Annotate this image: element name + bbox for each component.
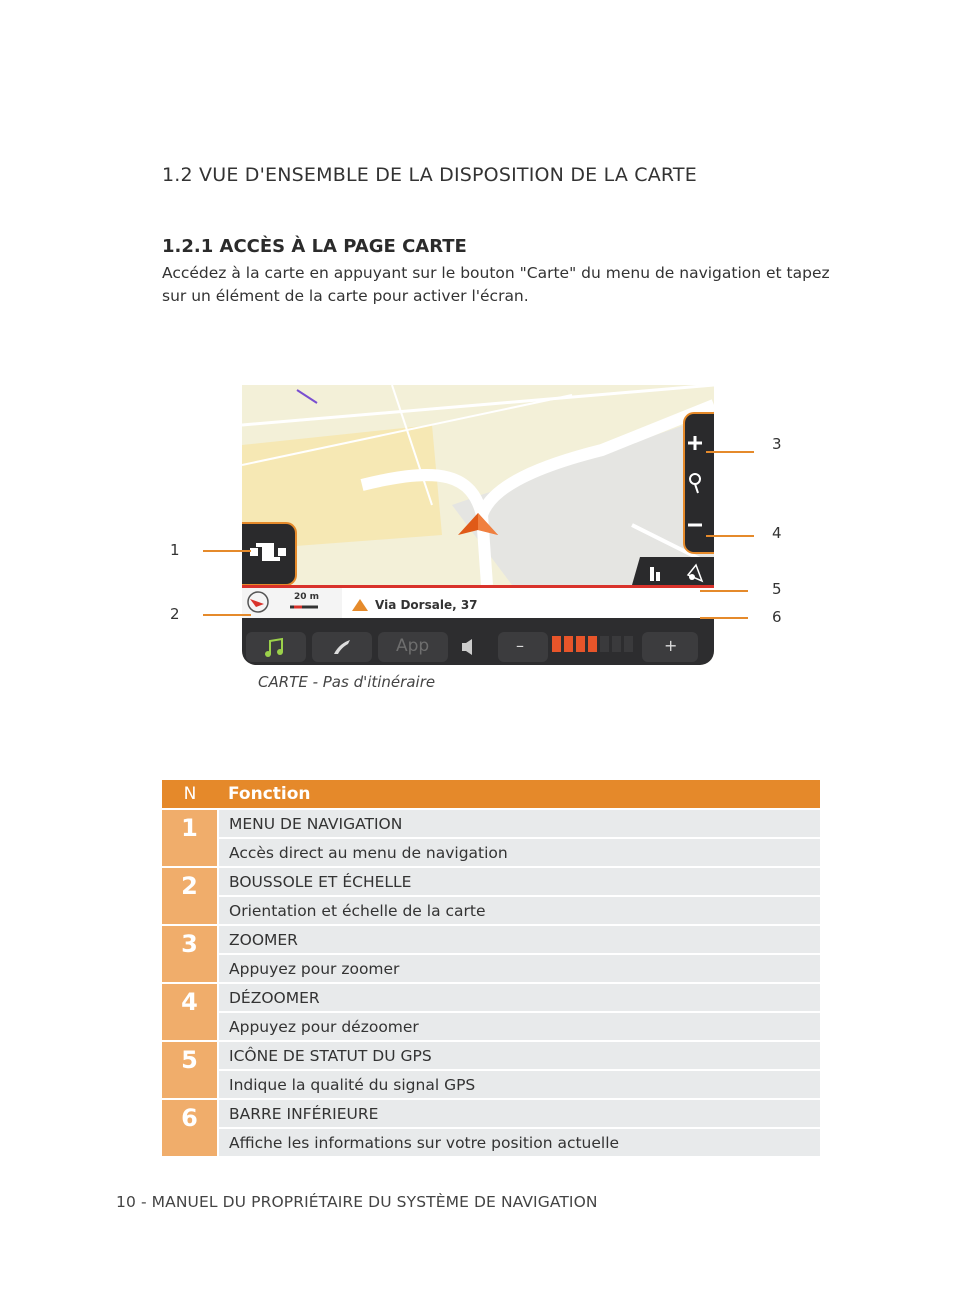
table-header (162, 780, 820, 809)
navigation-menu-button (242, 523, 296, 585)
table-row (162, 1099, 820, 1128)
row-description: Affiche les informations sur votre position actuelle (218, 1128, 820, 1156)
callout-1-line (203, 550, 251, 552)
row-description: Appuyez pour dézoomer (218, 1012, 820, 1041)
volume-segment (576, 636, 585, 652)
row-title: BARRE INFÉRIEURE (218, 1099, 820, 1128)
volume-up-button[interactable] (642, 632, 698, 662)
volume-segment (564, 636, 573, 652)
section-title: 1.2 VUE D'ENSEMBLE DE LA DISPOSITION DE LA CARTE (162, 164, 697, 186)
phone-button[interactable] (312, 632, 372, 662)
row-number: 3 (162, 925, 218, 983)
figure-caption: CARTE - Pas d'itinéraire (258, 673, 436, 691)
volume-down-button[interactable] (498, 632, 548, 662)
table-row (162, 925, 820, 954)
row-title: BOUSSOLE ET ÉCHELLE (218, 867, 820, 896)
zoom-panel (684, 413, 714, 553)
row-description: Appuyez pour zoomer (218, 954, 820, 983)
header-n: N (162, 780, 218, 809)
table-row (162, 896, 820, 925)
volume-up-label: + (664, 636, 678, 655)
volume-segment (588, 636, 597, 652)
music-button[interactable] (246, 632, 306, 662)
function-table (162, 780, 820, 1156)
bottom-bar (242, 618, 714, 665)
table-body (162, 809, 820, 1156)
table-row (162, 1128, 820, 1156)
table-row (162, 1012, 820, 1041)
callout-1: 1 (170, 541, 180, 559)
row-title: ICÔNE DE STATUT DU GPS (218, 1041, 820, 1070)
callout-4: 4 (772, 524, 782, 542)
table-row (162, 1070, 820, 1099)
callout-5: 5 (772, 580, 782, 598)
callout-3-line (706, 451, 754, 453)
table-row (162, 838, 820, 867)
volume-segment (600, 636, 609, 652)
app-button[interactable] (378, 632, 448, 662)
row-description: Indique la qualité du signal GPS (218, 1070, 820, 1099)
gps-status-panel (632, 557, 714, 585)
music-note-icon (246, 632, 306, 662)
table-row (162, 867, 820, 896)
sub-title: 1.2.1 ACCÈS À LA PAGE CARTE (162, 236, 467, 257)
row-number: 4 (162, 983, 218, 1041)
table-row (162, 809, 820, 838)
volume-segment (612, 636, 621, 652)
volume-segment (552, 636, 561, 652)
row-number: 2 (162, 867, 218, 925)
callout-2: 2 (170, 605, 180, 623)
row-number: 1 (162, 809, 218, 867)
volume-down-label: – (516, 636, 524, 655)
table-row (162, 954, 820, 983)
scale-label: 20 m (294, 592, 320, 602)
row-number: 6 (162, 1099, 218, 1156)
phone-icon (312, 632, 372, 662)
callout-6-line (700, 617, 748, 619)
table-row (162, 983, 820, 1012)
callout-3: 3 (772, 435, 782, 453)
page-footer: 10 - MANUEL DU PROPRIÉTAIRE DU SYSTÈME DE NAVIGATION (116, 1193, 598, 1211)
map-screen (242, 385, 714, 665)
callout-5-line (700, 590, 748, 592)
volume-segment (624, 636, 633, 652)
callout-6: 6 (772, 608, 782, 626)
header-fonction: Fonction (218, 780, 820, 809)
volume-level (552, 636, 636, 656)
row-description: Orientation et échelle de la carte (218, 896, 820, 925)
row-title: ZOOMER (218, 925, 820, 954)
row-title: MENU DE NAVIGATION (218, 809, 820, 838)
row-description: Accès direct au menu de navigation (218, 838, 820, 867)
street-name: Via Dorsale, 37 (375, 598, 478, 612)
callout-2-line (203, 614, 251, 616)
callout-4-line (706, 535, 754, 537)
speaker-icon (460, 638, 476, 656)
app-label: App (396, 636, 430, 656)
table-row (162, 1041, 820, 1070)
row-title: DÉZOOMER (218, 983, 820, 1012)
intro-text: Accédez à la carte en appuyant sur le bouton "Carte" du menu de navigation et tapez sur un élément de la carte pour activer l'écran. (162, 264, 830, 305)
row-number: 5 (162, 1041, 218, 1099)
